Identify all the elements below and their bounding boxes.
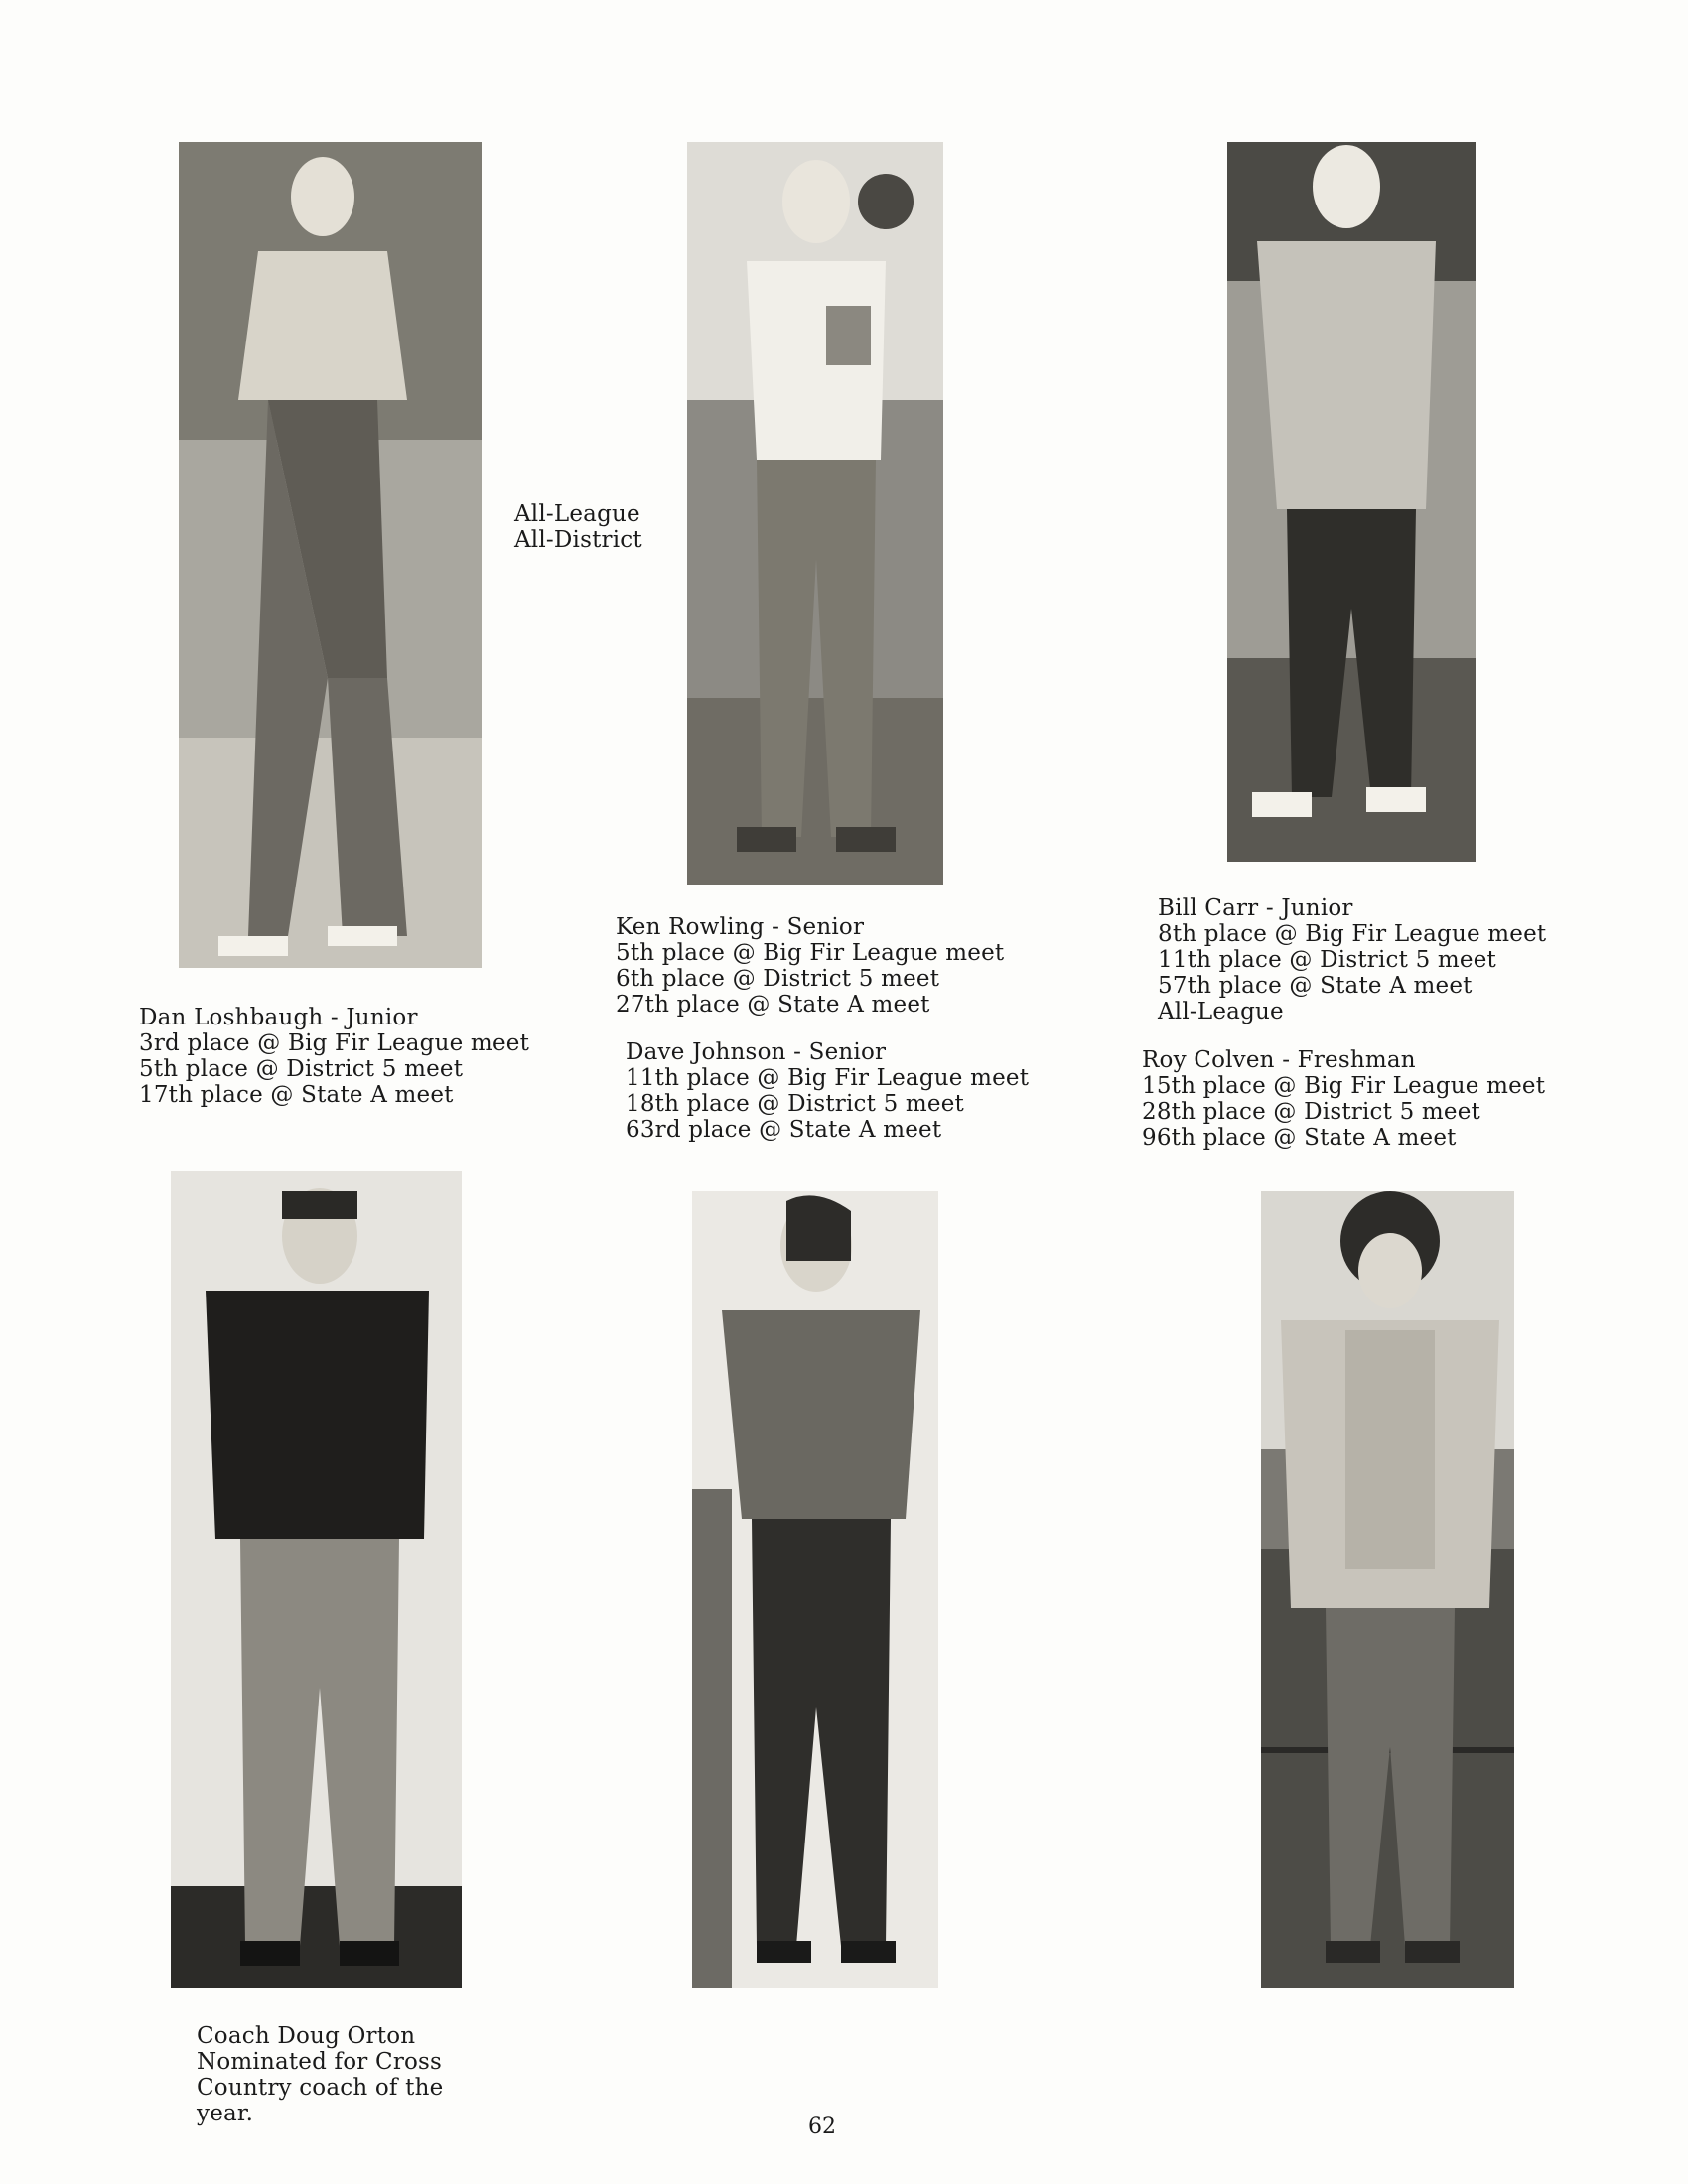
caption-bill-carr [1158,895,1546,1024]
photo-dave-johnson-graphic [692,1191,938,1988]
honors-note-line: All-District [514,527,642,553]
photo-coach-doug-orton [171,1171,462,1988]
photo-roy-colven [1261,1191,1514,1988]
caption-dan-loshbaugh [139,1005,529,1108]
photo-ken-rowling-graphic [687,142,943,885]
photo-dan-loshbaugh-graphic [179,142,482,968]
athlete-name: Bill Carr - Junior [1158,895,1353,921]
caption-ken-rowling [616,914,1004,1018]
result-line: 17th place @ State A meet [139,1082,454,1108]
photo-ken-rowling [687,142,943,885]
result-line: 6th place @ District 5 meet [616,966,940,992]
photo-bill-carr [1227,142,1476,862]
result-line: 3rd place @ Big Fir League meet [139,1030,530,1056]
photo-dan-loshbaugh [179,142,482,968]
result-line: 8th place @ Big Fir League meet [1158,921,1547,947]
page-number: 62 [808,2115,836,2139]
photo-coach-doug-orton-graphic [171,1171,462,1988]
coach-line: Nominated for Cross [197,2049,443,2075]
result-line: 28th place @ District 5 meet [1142,1099,1480,1125]
result-line: 18th place @ District 5 meet [626,1091,964,1117]
honors-note-line: All-League [514,501,640,527]
honors-note [514,501,642,553]
result-line: All-League [1158,999,1284,1024]
photo-bill-carr-graphic [1227,142,1476,862]
coach-line: year. [197,2101,254,2126]
athlete-name: Ken Rowling - Senior [616,914,865,940]
result-line: 11th place @ Big Fir League meet [626,1065,1030,1091]
result-line: 5th place @ District 5 meet [139,1056,464,1082]
result-line: 96th place @ State A meet [1142,1125,1457,1151]
photo-dave-johnson [692,1191,938,1988]
result-line: 27th place @ State A meet [616,992,930,1018]
caption-roy-colven [1142,1047,1545,1151]
photo-roy-colven-graphic [1261,1191,1514,1988]
coach-line: Country coach of the [197,2075,444,2101]
coach-line: Coach Doug Orton [197,2023,416,2049]
result-line: 57th place @ State A meet [1158,973,1473,999]
athlete-name: Dave Johnson - Senior [626,1039,887,1065]
caption-coach-doug-orton [197,2023,443,2126]
athlete-name: Roy Colven - Freshman [1142,1047,1416,1073]
athlete-name: Dan Loshbaugh - Junior [139,1005,418,1030]
result-line: 15th place @ Big Fir League meet [1142,1073,1546,1099]
caption-dave-johnson [626,1039,1029,1143]
result-line: 63rd place @ State A meet [626,1117,942,1143]
result-line: 11th place @ District 5 meet [1158,947,1496,973]
result-line: 5th place @ Big Fir League meet [616,940,1005,966]
